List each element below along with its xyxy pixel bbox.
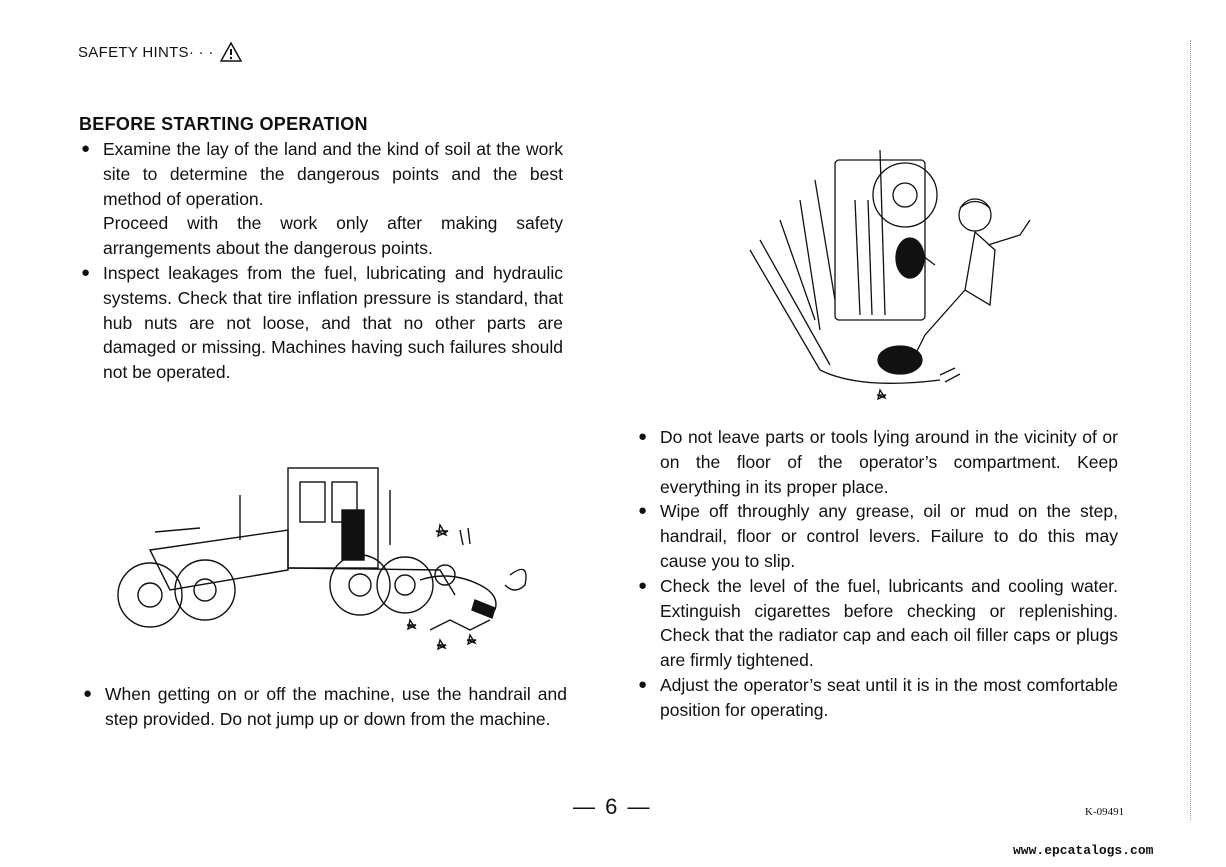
document-id: K-09491: [1085, 806, 1125, 818]
bullet-item: [638, 673, 1118, 723]
watermark-url: www.epcatalogs.com: [1013, 843, 1154, 858]
page-header: [78, 42, 242, 62]
operator-slipping-illustration: [740, 140, 1040, 410]
bullet-paragraph: Wipe off throughly any grease, oil or mud on the step, handrail, floor or control levers. Failure to do this may cause you to slip.: [660, 501, 1118, 571]
bullet-dot-icon: ●: [638, 675, 648, 693]
bullet-dot-icon: ●: [83, 685, 93, 702]
header-text: SAFETY HINTS· · ·: [78, 43, 214, 61]
bullet-item: [638, 574, 1118, 673]
bullet-item: [83, 682, 567, 732]
bullet-item: [81, 261, 563, 385]
bullet-dot-icon: ●: [81, 140, 91, 157]
bullet-dot-icon: ●: [81, 263, 91, 281]
page-number: — 6 —: [573, 794, 652, 819]
bullet-item: [638, 499, 1118, 573]
bullet-item: [81, 137, 563, 261]
bullet-paragraph: Do not leave parts or tools lying around in the vicinity of or on the floor of the operator’s compartment. Keep everything in its proper place.: [660, 427, 1118, 497]
bullet-paragraph: When getting on or off the machine, use the handrail and step provided. Do not jump up or down from the machine.: [105, 684, 567, 729]
bullet-dot-icon: ●: [638, 576, 648, 594]
bullet-paragraph: Check the level of the fuel, lubricants and cooling water. Extinguish cigarettes before checking or replenishing. Check that the radiator cap and each oil filler caps or plugs are firmly tightened.: [660, 575, 1118, 671]
left-bottom-bullet-list: [83, 682, 567, 732]
section-title: BEFORE STARTING OPERATION: [79, 114, 368, 134]
warning-triangle-icon: [220, 42, 242, 62]
right-bullet-list: [638, 425, 1118, 723]
page-edge-line: [1190, 40, 1191, 820]
bullet-paragraph: Adjust the operator’s seat until it is in the most comfortable position for operating.: [660, 674, 1118, 720]
left-top-bullet-list: [81, 137, 563, 385]
bullet-dot-icon: ●: [638, 502, 648, 520]
bullet-item: [638, 425, 1118, 499]
bullet-paragraph: Examine the lay of the land and the kind of soil at the work site to determine the dangerous points and the best method of operation.: [103, 139, 563, 209]
motor-grader-illustration: [110, 460, 550, 660]
bullet-dot-icon: ●: [638, 428, 648, 445]
bullet-paragraph: Proceed with the work only after making safety arrangements about the dangerous points.: [103, 213, 563, 259]
bullet-paragraph: Inspect leakages from the fuel, lubricating and hydraulic systems. Check that tire inflation pressure is standard, that hub nuts are not loose, and that no other parts are damaged or missing. Machines having such failures should not be operated.: [103, 262, 563, 383]
